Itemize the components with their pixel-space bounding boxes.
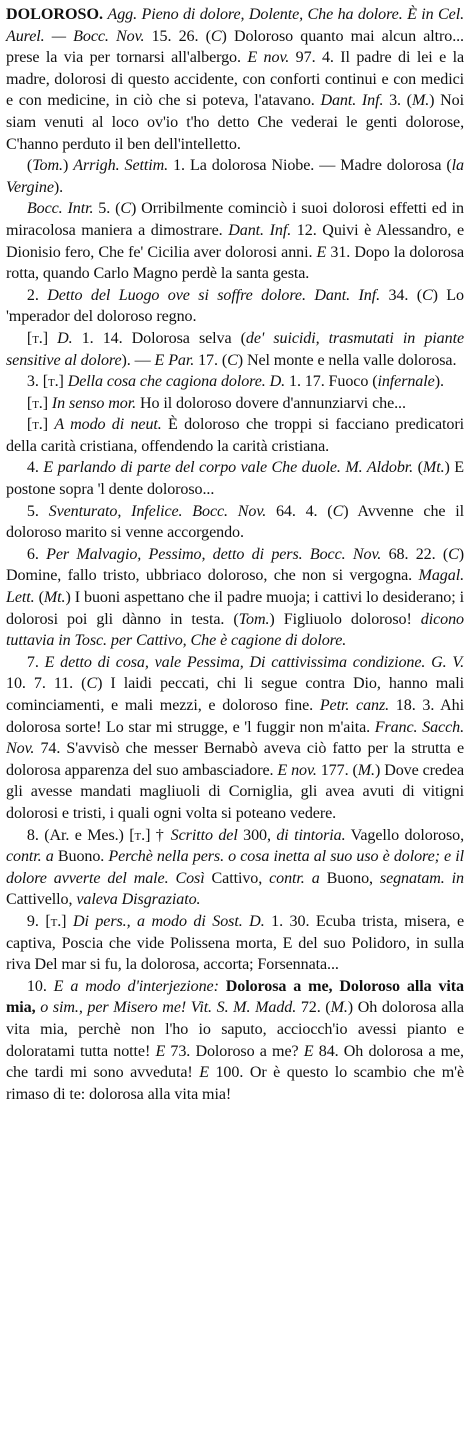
entry-paragraph <box>6 4 464 155</box>
text-run: Vagello doloroso, <box>345 826 464 844</box>
text-run: 84. Oh dolorosa a me, che tardi mi sono avveduta! <box>6 1042 464 1082</box>
italic-run: E nov. <box>277 761 317 779</box>
italic-run: M. <box>330 999 348 1017</box>
paragraph-body <box>6 546 464 649</box>
italic-run: Franc. Sacch. Nov. <box>6 718 464 758</box>
italic-run: C <box>332 502 344 520</box>
italic-run: E <box>303 1042 314 1060</box>
paragraph-body <box>6 459 464 498</box>
paragraph-body <box>6 913 464 973</box>
paragraph-body <box>27 373 444 390</box>
italic-run: valeva Disgraziato. <box>76 891 201 909</box>
text-run: 15. 26. ( <box>144 27 211 45</box>
text-run: Buono. <box>53 848 109 866</box>
smallcaps-run: t. <box>32 329 43 347</box>
italic-run: Petr. canz. <box>319 697 390 714</box>
text-run: ) Doloroso quanto mai alcun altro... prese la via per tornarsi all'albergo. <box>6 27 464 67</box>
text-run: ) Orribilmente cominciò i suoi dolorosi effetti ed in miracolosa maniera a dimostrare. <box>6 200 465 239</box>
text-run: [ <box>26 416 33 434</box>
text-run: 1. La dolorosa Niobe. — Madre dolorosa ( <box>168 157 452 175</box>
sense-9 <box>6 911 464 976</box>
text-run: 9. [ <box>26 912 51 930</box>
smallcaps-run: t. <box>32 416 43 434</box>
text-run: ) Oh dolorosa alla vita mia, perchè non l'ho io saputo, acciocch'io avessi pianto e doloratami tutta notte! <box>6 999 464 1060</box>
sense-3 <box>6 371 464 393</box>
italic-run: Magal. Lett. <box>6 567 464 607</box>
text-run: 64. 4. ( <box>266 502 333 520</box>
italic-run: D. <box>57 329 73 347</box>
text-run: 97. 4. Il padre di lei e la madre, dolorosi di questo accidente, con conforti continui e con medici e con medicine, in ciò che si poteva, l'atavano. <box>6 49 464 110</box>
text-run: 177. ( <box>316 761 358 779</box>
headword: DOLOROSO. <box>6 6 104 23</box>
text-run <box>219 978 226 995</box>
text-run: 1. 17. Fuoco ( <box>285 373 378 391</box>
text-run: ) I laidi peccati, chi li segue contra Dio, hanno mali cominciamenti, e mali mezzi, e doloroso fine. <box>6 675 465 714</box>
text-run: ) Dove credea gli avesse mandati magliuoli di Corniglia, gli avea avuti di vitigni dolorosi e tristi, i quali ogni volta si poteano vedere. <box>6 761 465 822</box>
paragraph-body <box>6 503 464 542</box>
italic-run: Arrigh. Settim. <box>73 157 169 175</box>
italic-run: C <box>421 286 433 304</box>
entry-paragraph <box>6 328 464 371</box>
italic-run: Tom. <box>238 610 270 628</box>
text-run: ) I buoni aspettano che il padre muoja; i cattivi lo desiderano; i dolorosi poi gli dànno in testa. ( <box>6 589 464 628</box>
text-run: 7. <box>26 653 45 671</box>
text-run: 17. ( <box>194 351 228 369</box>
paragraph-body <box>6 6 464 153</box>
paragraph-body <box>6 827 464 909</box>
italic-run: contr. a <box>6 848 54 866</box>
text-run: 72. ( <box>296 999 331 1017</box>
text-run: 18. 3. Ahi dolorosa sorte! Lo star mi strugge, e 'l fuggir non m'aita. <box>6 697 464 736</box>
italic-run: Per Malvagio, Pessimo, detto di pers. Bocc. Nov. <box>46 545 382 563</box>
text-run: Ho il doloroso dovere d'annunziarvi che... <box>136 394 406 412</box>
italic-run: Bocc. Intr. <box>26 200 94 218</box>
entry-paragraph <box>6 393 464 415</box>
text-run: 68. 22. ( <box>381 545 449 563</box>
smallcaps-run: t. <box>47 373 59 391</box>
entry-paragraph <box>6 155 464 198</box>
text-run: ) Nel monte e nella valle dolorosa. <box>237 351 457 369</box>
smallcaps-run: t. <box>32 394 43 412</box>
text-run: ] † <box>145 826 171 844</box>
text-run: 3. ( <box>383 92 412 110</box>
italic-run: C <box>120 200 131 218</box>
italic-run: Dant. Inf. <box>228 221 292 239</box>
text-run: 5. <box>26 502 49 520</box>
italic-run: In senso mor. <box>51 394 137 412</box>
text-run: ) Figliuolo doloroso! <box>269 610 421 628</box>
sense-8 <box>6 825 464 911</box>
italic-run: di tintoria. <box>276 826 346 844</box>
smallcaps-run: t. <box>50 912 62 930</box>
sense-5 <box>6 501 464 544</box>
text-run: ) Noi siam venuti al loco ov'io t'ho detto Che vederai le genti dolorose, C'hanno perduto il ben dell'intelletto. <box>6 92 464 153</box>
italic-run: Dant. Inf. <box>320 92 384 110</box>
text-run: 74. S'avvisò che messer Bernabò aveva ciò fatto per la strutta e dolorosa apparenza del suo ambasciadore. <box>6 740 464 779</box>
paragraph-body <box>6 287 464 326</box>
text-run: 4. <box>26 459 44 477</box>
paragraph-body <box>6 200 464 282</box>
italic-run: E <box>155 1042 166 1060</box>
text-run: [ <box>26 394 33 412</box>
text-run: 10. <box>26 977 54 995</box>
text-run: 5. ( <box>93 200 121 218</box>
text-run: ] <box>42 416 55 434</box>
text-run: Cattivo, <box>204 869 270 887</box>
text-run: ). — <box>121 351 155 369</box>
sense-10 <box>6 976 464 1106</box>
italic-run: Perchè nella pers. o cosa inetta al suo uso è dolore; e il dolore avverte del male. Così <box>6 848 465 887</box>
text-run: ) Domine, fallo tristo, ubbriaco doloroso, che non si vergogna. <box>6 545 465 585</box>
italic-run: E <box>316 243 327 261</box>
text-run: 2. <box>26 286 48 304</box>
italic-run: E Par. <box>154 351 195 369</box>
text-run: ) <box>62 157 74 175</box>
text-run: ] <box>42 329 58 347</box>
italic-run: M. <box>411 92 430 110</box>
text-run: ( <box>34 589 44 607</box>
italic-run: dicono tuttavia in Tosc. per Cattivo, Che è cagione di dolore. <box>6 610 464 650</box>
italic-run: de' suicidi, trasmutati in piante sensitive al dolore <box>6 329 464 369</box>
text-run: ) Avvenne che il doloroso marito si venne accorgendo. <box>6 502 465 542</box>
italic-run: segnatam. in <box>379 869 464 887</box>
italic-run: infernale <box>377 373 435 391</box>
paragraph-body <box>6 416 464 455</box>
italic-run: Scritto del <box>170 826 238 844</box>
italic-run: E detto di cosa, vale Pessima, Di cattivissima condizione. G. V. <box>44 653 464 671</box>
italic-run: E a modo d'interjezione: <box>53 977 219 995</box>
italic-run: M. <box>357 761 375 779</box>
entry-paragraph <box>6 414 464 457</box>
text-run: 12. Quivi è Alessandro, e Dionisio fero, Che fe' Cicilia aver dolorosi anni. <box>6 221 465 261</box>
text-run: [ <box>26 329 33 347</box>
text-run: ). <box>434 373 444 391</box>
italic-run: E <box>199 1064 209 1082</box>
text-run: 3. [ <box>26 373 48 391</box>
paragraph-body <box>6 978 464 1103</box>
text-run: 6. <box>26 545 47 563</box>
italic-run: contr. a <box>269 869 320 887</box>
italic-run: C <box>448 545 459 563</box>
italic-run: C <box>210 27 222 45</box>
sense-4 <box>6 457 464 500</box>
entry-paragraph <box>6 198 464 284</box>
text-run: Buono, <box>319 869 380 887</box>
text-run: ] <box>61 912 73 930</box>
text-run: 10. 7. 11. ( <box>6 675 87 693</box>
paragraph-body <box>6 330 464 369</box>
text-run: ( <box>26 157 33 175</box>
text-run: 1. 30. Ecuba trista, misera, e captiva, Poscia che vide Polissena morta, E del suo Polidoro, in sulla riva Del mar si fu, la dolorosa, accorta; Forsennata... <box>6 912 464 974</box>
text-run: Cattivello, <box>6 891 77 909</box>
text-run: 73. Doloroso a me? <box>165 1042 304 1060</box>
italic-run: E nov. <box>247 49 290 67</box>
italic-run: o sim., per Misero me! Vit. S. M. Madd. <box>40 999 297 1017</box>
text-run: ). <box>53 178 64 196</box>
text-run: 34. ( <box>380 286 422 304</box>
text-run: 100. Or è questo lo scambio che m'è rimaso di te: dolorosa alla vita mia! <box>6 1064 464 1103</box>
italic-run: A modo di neut. <box>54 416 162 434</box>
italic-run: Di pers., a modo di Sost. D. <box>72 912 265 930</box>
text-run: 300, <box>237 826 277 844</box>
italic-run: Sventurato, Infelice. Bocc. Nov. <box>48 502 267 520</box>
text-run: 31. Dopo la dolorosa rotta, quando Carlo Magno perdè la santa gesta. <box>6 243 465 283</box>
text-run: È doloroso che troppi si facciano predicatori della carità cristiana, offendendo la carità cristiana. <box>6 416 464 455</box>
italic-run: Mt. <box>422 459 445 477</box>
paragraph-body <box>6 157 464 196</box>
italic-run: Mt. <box>43 589 66 607</box>
text-run: ( <box>413 459 423 477</box>
text-run: 1. 14. Dolorosa selva ( <box>72 329 246 347</box>
text-run: ] <box>42 394 52 412</box>
italic-run: Della cosa che cagiona dolore. D. <box>67 373 286 391</box>
sense-7 <box>6 652 464 825</box>
italic-run: Agg. Pieno di dolore, Dolente, Che ha dolore. È in Cel. Aurel. — Bocc. Nov. <box>6 6 464 45</box>
italic-run: Detto del Luogo ove si soffre dolore. Dant. Inf. <box>47 286 380 304</box>
smallcaps-run: t. <box>134 826 146 844</box>
italic-run: C <box>227 351 238 369</box>
paragraph-body <box>27 395 406 412</box>
text-run: ) E postone sopra 'l dente doloroso... <box>6 459 465 499</box>
text-run: ] <box>58 373 68 391</box>
italic-run: la Vergine <box>6 157 464 196</box>
italic-run: Tom. <box>32 157 63 175</box>
italic-run: E parlando di parte del corpo vale Che duole. M. Aldobr. <box>43 459 414 477</box>
text-run: 8. (Ar. e Mes.) [ <box>26 826 135 844</box>
sense-6 <box>6 544 464 652</box>
text-run: ) Lo 'mperador del doloroso regno. <box>6 286 464 326</box>
italic-run: C <box>86 675 98 693</box>
paragraph-body <box>6 654 464 822</box>
sense-2 <box>6 285 464 328</box>
bold-run: Dolorosa a me, Doloroso alla vita mia, <box>6 977 464 1017</box>
